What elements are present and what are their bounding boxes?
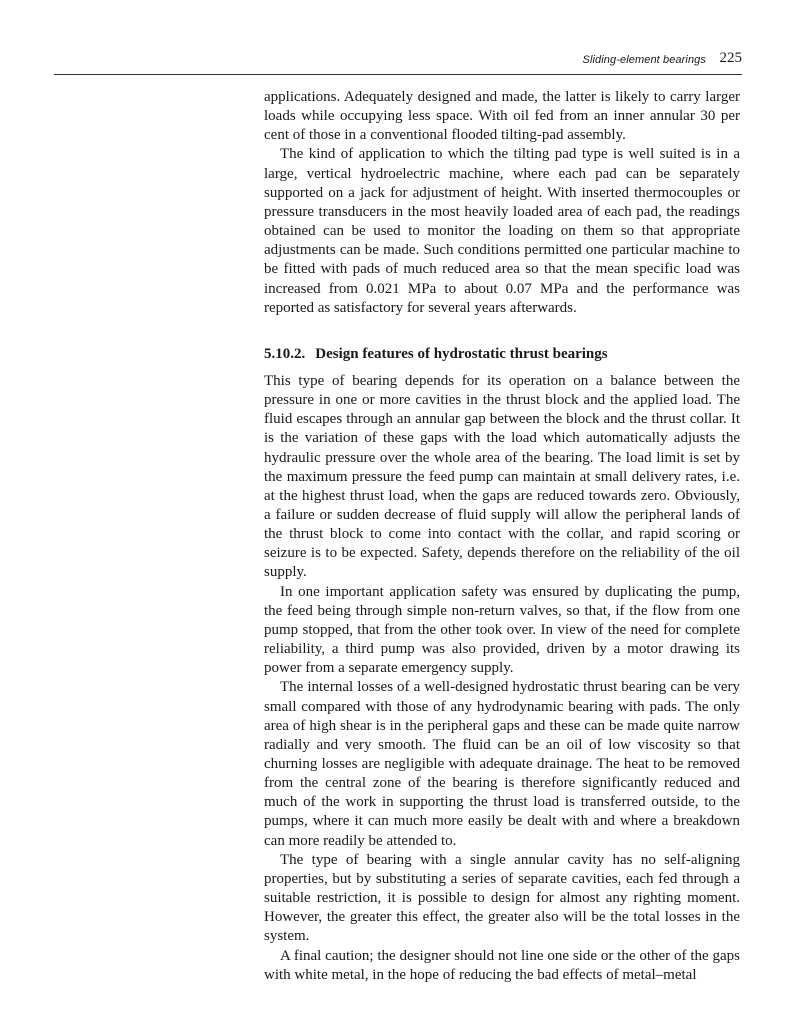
paragraph-safety: In one important application safety was ensured by duplicating the pump, the feed being through simple non-return valves, so that, if the flow from one pump stopped, that from the other took over. In view of the need for complete reliability, a third pump was also provided, driven by a motor drawing its power from a separate emergency supply. xyxy=(264,583,740,677)
paragraph-internal-losses: The internal losses of a well-designed hydrostatic thrust bearing can be very small compared with those of any hydrodynamic bearing with pads. The only area of high shear is in the peripheral gaps and these can be made quite narrow radially and very smooth. The fluid can be an oil of low viscosity so that churning losses are negligible with adequate drainage. The heat to be removed from the central zone of the bearing is therefore significantly reduced and much of the work in supporting the thrust load is transferred outside, to the pumps, where it can much more easily be dealt with and where a breakdown can more readily be attended to. xyxy=(264,679,740,849)
paragraph-final-caution: A final caution; the designer should not line one side or the other of the gaps with white metal, in the hope of reducing the bad effects of metal–metal xyxy=(264,947,740,983)
running-title: Sliding-element bearings xyxy=(582,54,706,66)
section-number: 5.10.2. xyxy=(264,345,306,362)
paragraph-self-aligning: The type of bearing with a single annular cavity has no self-aligning properties, but by substituting a series of separate cavities, each fed through a suitable restriction, it is possible to design for almost any righting moment. However, the greater this effect, the greater also will be the total losses in the system. xyxy=(264,851,740,945)
paragraph-tilting-pad: The kind of application to which the tilting pad type is well suited is in a large, vertical hydroelectric machine, where each pad can be separately supported on a jack for adjustment of height. With inserted thermocouples or pressure transducers in the most heavily loaded area of each pad, the readings obtained can be used to monitor the loading on them so that appropriate adjustments can be made. Such conditions permitted one particular machine to be fitted with pads of much reduced area so that the mean specific load was increased from 0.021 MPa to about 0.07 MPa and the performance was reported as satisfactory for several years afterwards. xyxy=(264,146,740,316)
body-text xyxy=(264,88,740,985)
section-title: Design features of hydrostatic thrust bearings xyxy=(315,345,608,362)
running-head xyxy=(54,50,742,72)
page-number: 225 xyxy=(719,50,742,66)
section-heading xyxy=(264,345,740,364)
header-rule xyxy=(54,74,742,75)
paragraph-balance: This type of bearing depends for its operation on a balance between the pressure in one or more cavities in the thrust block and the applied load. The fluid escapes through an annular gap between the block and the thrust collar. It is the variation of these gaps with the load which automatically adjusts the hydraulic pressure over the whole area of the bearing. The load limit is set by the maximum pressure the feed pump can maintain at small delivery rates, i.e. at the highest thrust load, when the gaps are reduced towards zero. Obviously, a failure or sudden decrease of fluid supply will allow the peripheral lands of the thrust block to come into contact with the collar, and rapid scoring or seizure is to be expected. Safety, depends therefore on the reliability of the oil supply. xyxy=(264,372,740,581)
paragraph-applications: applications. Adequately designed and made, the latter is likely to carry larger loads while occupying less space. With oil fed from an inner annular 30 per cent of those in a conventional flooded tilting-pad assembly. xyxy=(264,89,740,144)
